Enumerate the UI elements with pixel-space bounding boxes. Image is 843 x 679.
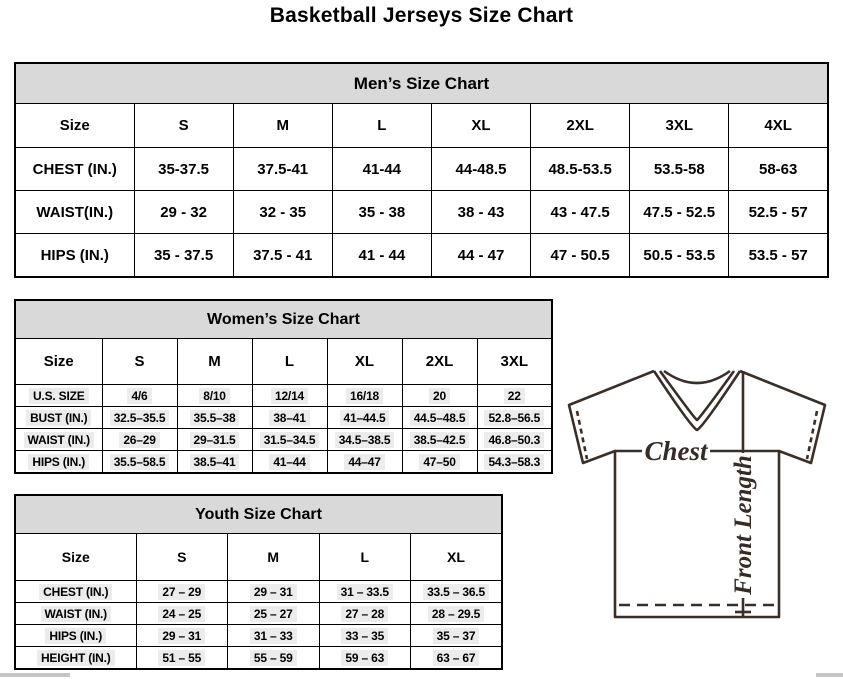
cell <box>228 647 320 670</box>
cell <box>136 581 228 603</box>
cell <box>102 451 177 474</box>
table-row <box>15 647 502 670</box>
row-label-text: HIPS (IN.) <box>45 628 106 644</box>
youth-size-header-row <box>15 534 502 581</box>
cell-text: 26–29 <box>119 432 159 448</box>
cell <box>228 603 320 625</box>
cell-text: 31 – 33.5 <box>337 584 393 600</box>
size-col: L <box>252 339 327 385</box>
table-row <box>15 429 552 451</box>
size-col: 2XL <box>531 104 630 148</box>
cell <box>177 429 252 451</box>
size-col: L <box>332 104 431 148</box>
mens-size-header-row <box>15 104 828 148</box>
cell: 35 - 37.5 <box>134 234 233 278</box>
row-label <box>15 451 102 474</box>
cell-text: 47–50 <box>419 454 459 470</box>
cell-text: 41–44.5 <box>340 410 390 426</box>
cell <box>477 385 552 407</box>
row-label-text: BUST (IN.) <box>26 410 91 426</box>
cell-text: 41–44 <box>269 454 309 470</box>
cell-text: 31.5–34.5 <box>260 432 320 448</box>
cell: 53.5-58 <box>630 148 729 191</box>
cell <box>252 451 327 474</box>
cell-text: 55 – 59 <box>250 650 297 666</box>
cell <box>411 581 503 603</box>
cell-text: 44.5–48.5 <box>410 410 470 426</box>
cell <box>319 581 411 603</box>
cell-text: 52.8–56.5 <box>484 410 544 426</box>
cell <box>319 647 411 670</box>
cell <box>252 407 327 429</box>
cell-text: 4/6 <box>127 388 151 404</box>
cell: 41 - 44 <box>332 234 431 278</box>
horizontal-scrollbar-fragment-left[interactable] <box>0 673 70 677</box>
cell <box>252 385 327 407</box>
cell-text: 33.5 – 36.5 <box>423 584 489 600</box>
cell-text: 20 <box>429 388 450 404</box>
cell-text: 51 – 55 <box>158 650 205 666</box>
cell-text: 22 <box>504 388 525 404</box>
cell: 58-63 <box>729 148 828 191</box>
cell <box>327 407 402 429</box>
cell <box>477 451 552 474</box>
cell <box>402 451 477 474</box>
womens-table-title: Women’s Size Chart <box>15 300 552 339</box>
row-label-text: HIPS (IN.) <box>28 454 89 470</box>
row-label <box>15 581 136 603</box>
cell <box>177 451 252 474</box>
cell <box>136 603 228 625</box>
cell <box>319 625 411 647</box>
table-row <box>15 191 828 234</box>
size-corner-cell: Size <box>15 104 134 148</box>
row-label <box>15 429 102 451</box>
size-col: XL <box>327 339 402 385</box>
cell <box>411 647 503 670</box>
table-row <box>15 581 502 603</box>
left-cuff-dash <box>577 411 587 459</box>
row-label <box>15 603 136 625</box>
cell-text: 29–31.5 <box>190 432 240 448</box>
cell: 29 - 32 <box>134 191 233 234</box>
cell <box>102 429 177 451</box>
cell-text: 31 – 33 <box>250 628 297 644</box>
cell: 43 - 47.5 <box>531 191 630 234</box>
row-label: HIPS (IN.) <box>15 234 134 278</box>
cell-text: 35 – 37 <box>433 628 480 644</box>
row-label <box>15 407 102 429</box>
cell-text: 54.3–58.3 <box>484 454 544 470</box>
size-col: 4XL <box>729 104 828 148</box>
cell-text: 38.5–42.5 <box>410 432 470 448</box>
cell-text: 33 – 35 <box>341 628 388 644</box>
size-col: XL <box>431 104 530 148</box>
size-corner-cell: Size <box>15 534 136 581</box>
size-col: 3XL <box>477 339 552 385</box>
cell-text: 29 – 31 <box>250 584 297 600</box>
cell: 47.5 - 52.5 <box>630 191 729 234</box>
cell-text: 38–41 <box>269 410 309 426</box>
cell <box>102 407 177 429</box>
cell: 47 - 50.5 <box>531 234 630 278</box>
size-col: S <box>136 534 228 581</box>
cell: 32 - 35 <box>233 191 332 234</box>
row-label-text: WAIST (IN.) <box>41 606 111 622</box>
row-label <box>15 625 136 647</box>
chest-label: Chest <box>644 436 708 466</box>
table-row <box>15 451 552 474</box>
cell-text: 28 – 29.5 <box>428 606 484 622</box>
cell: 38 - 43 <box>431 191 530 234</box>
size-col: XL <box>411 534 503 581</box>
mens-table-title: Men’s Size Chart <box>15 63 828 104</box>
row-label-text: U.S. SIZE <box>29 388 89 404</box>
cell: 50.5 - 53.5 <box>630 234 729 278</box>
cell-text: 59 – 63 <box>341 650 388 666</box>
cell-text: 25 – 27 <box>250 606 297 622</box>
cell <box>411 603 503 625</box>
table-row <box>15 407 552 429</box>
cell-text: 44–47 <box>344 454 384 470</box>
cell <box>327 429 402 451</box>
row-label-text: WAIST (IN.) <box>24 432 94 448</box>
cell-text: 12/14 <box>271 388 308 404</box>
cell <box>327 451 402 474</box>
jersey-measurement-diagram <box>556 366 840 628</box>
cell: 53.5 - 57 <box>729 234 828 278</box>
cell-text: 8/10 <box>199 388 230 404</box>
cell-text: 46.8–50.3 <box>484 432 544 448</box>
table-row <box>15 625 502 647</box>
cell <box>477 407 552 429</box>
cell <box>136 647 228 670</box>
row-label: CHEST (IN.) <box>15 148 134 191</box>
size-col: S <box>134 104 233 148</box>
cell-text: 38.5–41 <box>190 454 240 470</box>
size-col: S <box>102 339 177 385</box>
cell: 44-48.5 <box>431 148 530 191</box>
collar-back-arc <box>664 371 730 383</box>
row-label: WAIST(IN.) <box>15 191 134 234</box>
jersey-outline <box>569 371 825 617</box>
size-col: M <box>233 104 332 148</box>
cell <box>252 429 327 451</box>
cell <box>177 407 252 429</box>
womens-size-table <box>14 299 553 474</box>
front-length-label: Front Length <box>730 455 757 595</box>
cell-text: 16/18 <box>346 388 383 404</box>
cell: 37.5 - 41 <box>233 234 332 278</box>
table-row <box>15 603 502 625</box>
cell <box>136 625 228 647</box>
cell-text: 63 – 67 <box>433 650 480 666</box>
cell: 35 - 38 <box>332 191 431 234</box>
cell: 52.5 - 57 <box>729 191 828 234</box>
row-label-text: HEIGHT (IN.) <box>37 650 115 666</box>
cell <box>402 407 477 429</box>
page-title: Basketball Jerseys Size Chart <box>269 4 574 27</box>
horizontal-scrollbar-fragment-right[interactable] <box>816 673 843 677</box>
cell <box>102 385 177 407</box>
cell <box>228 581 320 603</box>
cell <box>228 625 320 647</box>
cell <box>402 429 477 451</box>
cell-text: 32.5–35.5 <box>110 410 170 426</box>
cell-text: 29 – 31 <box>158 628 205 644</box>
table-row <box>15 148 828 191</box>
cell <box>319 603 411 625</box>
cell <box>327 385 402 407</box>
cell <box>402 385 477 407</box>
cell-text: 34.5–38.5 <box>335 432 395 448</box>
row-label <box>15 385 102 407</box>
cell: 35-37.5 <box>134 148 233 191</box>
mens-size-table <box>14 62 829 278</box>
cell: 41-44 <box>332 148 431 191</box>
size-corner-cell: Size <box>15 339 102 385</box>
size-col: M <box>228 534 320 581</box>
cell: 44 - 47 <box>431 234 530 278</box>
cell: 37.5-41 <box>233 148 332 191</box>
table-row <box>15 385 552 407</box>
cell-text: 27 – 29 <box>158 584 205 600</box>
row-label <box>15 647 136 670</box>
table-row <box>15 234 828 278</box>
cell-text: 24 – 25 <box>158 606 205 622</box>
cell <box>177 385 252 407</box>
cell <box>411 625 503 647</box>
cell-text: 27 – 28 <box>341 606 388 622</box>
row-label-text: CHEST (IN.) <box>39 584 112 600</box>
womens-size-header-row <box>15 339 552 385</box>
cell <box>477 429 552 451</box>
size-col: 2XL <box>402 339 477 385</box>
size-col: M <box>177 339 252 385</box>
youth-size-table <box>14 494 503 670</box>
cell: 48.5-53.5 <box>531 148 630 191</box>
cell-text: 35.5–58.5 <box>110 454 170 470</box>
right-cuff-dash <box>807 411 817 459</box>
cell-text: 35.5–38 <box>190 410 240 426</box>
size-col: L <box>319 534 411 581</box>
size-col: 3XL <box>630 104 729 148</box>
youth-table-title: Youth Size Chart <box>15 495 502 534</box>
